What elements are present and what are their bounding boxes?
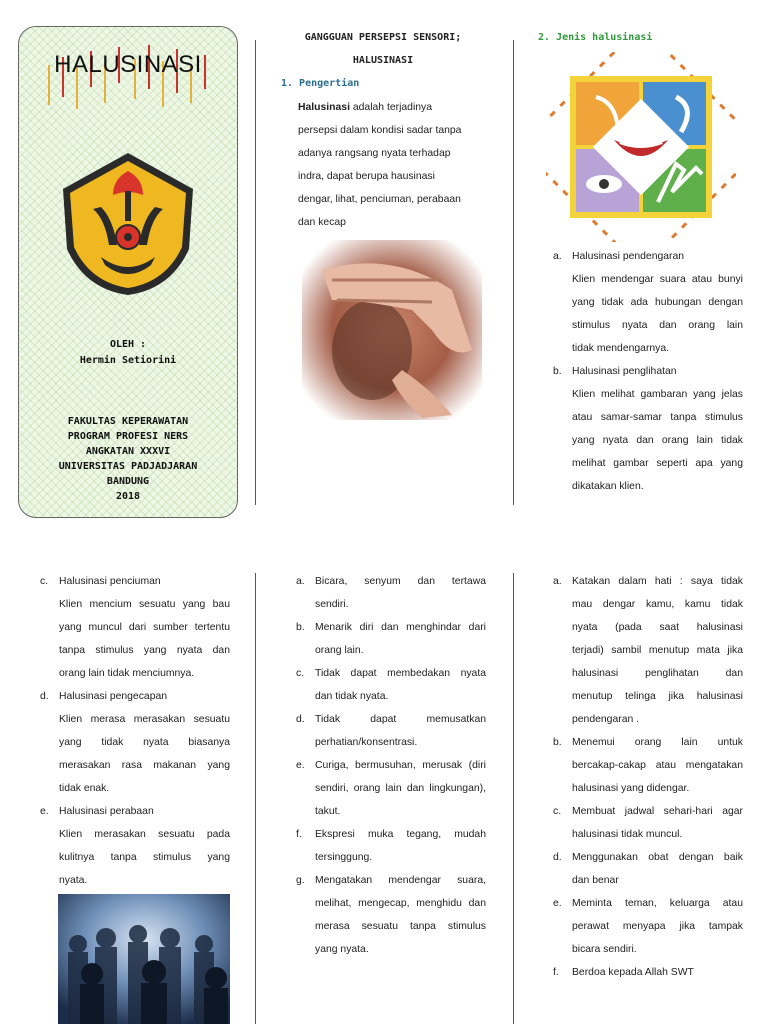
faculty-line: FAKULTAS KEPERAWATAN bbox=[67, 416, 189, 427]
list-item-line: dan tidak nyata. bbox=[315, 691, 389, 702]
list-item-title: Halusinasi penglihatan bbox=[572, 366, 677, 377]
jenis-list-top bbox=[553, 245, 743, 498]
hand-on-face-photo bbox=[302, 240, 482, 420]
list-marker: b. bbox=[296, 622, 305, 633]
list-item-line: Menarik diri dan menghindar dari bbox=[315, 622, 486, 633]
definition-line: adalah terjadinya bbox=[349, 102, 433, 113]
list-item-line: melihat, mengecap, menghidu dan bbox=[315, 898, 486, 909]
definition-line: persepsi dalam kondisi sadar tanpa bbox=[298, 125, 462, 136]
main-heading: GANGGUAN PERSEPSI SENSORI; bbox=[304, 32, 462, 43]
list-item-line: tidak mendengarnya. bbox=[572, 343, 670, 354]
five-senses-illustration bbox=[546, 52, 736, 242]
list-marker: c. bbox=[40, 576, 49, 587]
list-item-line: halusinasi tidak muncul. bbox=[572, 829, 683, 840]
faculty-line: BANDUNG bbox=[106, 476, 150, 487]
list-item-line: yang tidak ada hubungan dengan bbox=[572, 297, 743, 308]
list-item-line: Mengatakan mendengar suara, bbox=[315, 875, 486, 886]
definition-line: dan kecap bbox=[298, 217, 346, 228]
column-divider bbox=[513, 40, 514, 505]
cara-mengontrol-list bbox=[553, 570, 743, 984]
list-item-line: melihat gambar seperti apa yang bbox=[572, 458, 743, 469]
list-item-line: Klien mencium sesuatu yang bau bbox=[59, 599, 230, 610]
list-item-line: Klien mendengar suara atau bunyi bbox=[572, 274, 743, 285]
list-item-line: Ekspresi muka tegang, mudah bbox=[315, 829, 486, 840]
list-item-line: yang tidak nyata biasanya bbox=[59, 737, 230, 748]
list-marker: f. bbox=[296, 829, 302, 840]
list-item-line: yang nyata. bbox=[315, 944, 369, 955]
main-heading: HALUSINASI bbox=[352, 55, 414, 66]
section-title-jenis: 2. Jenis halusinasi bbox=[538, 32, 653, 43]
list-marker: g. bbox=[296, 875, 305, 886]
list-item-line: halusinasi yang didengar. bbox=[572, 783, 690, 794]
list-item-line: terjadi) sambil menutup mata jika bbox=[572, 645, 743, 656]
definition-line: indra, dapat berupa hausinasi bbox=[298, 171, 435, 182]
list-item-line: orang lain. bbox=[315, 645, 364, 656]
list-marker: d. bbox=[40, 691, 49, 702]
list-item-line: Meminta teman, keluarga atau bbox=[572, 898, 743, 909]
list-marker: a. bbox=[553, 576, 562, 587]
list-item-line: sendiri, orang lain dan lingkungan), bbox=[315, 783, 486, 794]
list-item-line: yang muncul dari sumber tertentu bbox=[59, 622, 230, 633]
crowd-photo bbox=[58, 894, 230, 1024]
list-item-line: yang nyata dan orang lain tidak bbox=[572, 435, 743, 446]
list-item-title: Halusinasi pendengaran bbox=[572, 251, 685, 262]
list-marker: c. bbox=[553, 806, 562, 817]
list-item-line: Tidak dapat memusatkan bbox=[315, 714, 486, 725]
list-item-line: orang lain tidak menciumnya. bbox=[59, 668, 195, 679]
list-item-line: perawat menyapa jika tampak bbox=[572, 921, 743, 932]
list-marker: a. bbox=[296, 576, 305, 587]
list-item-line: nyata. bbox=[59, 875, 88, 886]
list-item-title: Halusinasi perabaan bbox=[59, 806, 154, 817]
list-item-line: merasakan rasa makanan yang bbox=[59, 760, 230, 771]
list-item-line: merasa sesuatu tanpa stimulus bbox=[315, 921, 486, 932]
list-item-line: Menggunakan obat dengan baik bbox=[572, 852, 743, 863]
list-item-line: Tidak dapat membedakan nyata bbox=[315, 668, 486, 679]
list-item-line: nyata (pada saat halusinasi bbox=[572, 622, 743, 633]
list-marker: a. bbox=[553, 251, 562, 262]
definition-line: adanya rangsang nyata terhadap bbox=[298, 148, 451, 159]
faculty-line: ANGKATAN XXXVI bbox=[85, 446, 171, 457]
faculty-line: 2018 bbox=[115, 491, 141, 502]
list-item-line: dan benar bbox=[572, 875, 619, 886]
list-item-line: Klien melihat gambaran yang jelas bbox=[572, 389, 743, 400]
list-marker: d. bbox=[296, 714, 305, 725]
list-item-line: menutup telinga jika halusinasi bbox=[572, 691, 743, 702]
list-marker: e. bbox=[40, 806, 49, 817]
list-item-line: tersinggung. bbox=[315, 852, 373, 863]
list-item-line: Bicara, senyum dan tertawa bbox=[315, 576, 486, 587]
faculty-line: PROGRAM PROFESI NERS bbox=[67, 431, 189, 442]
list-item-line: halusinasi penglihatan dan bbox=[572, 668, 743, 679]
list-item-line: atau samar-samar tanpa stimulus bbox=[572, 412, 743, 423]
list-item-line: perhatian/konsentrasi. bbox=[315, 737, 418, 748]
column-divider bbox=[255, 40, 256, 505]
definition-line: dengar, lihat, penciuman, perabaan bbox=[298, 194, 461, 205]
list-item-line: Berdoa kepada Allah SWT bbox=[572, 967, 694, 978]
list-item-line: Menemui orang lain untuk bbox=[572, 737, 743, 748]
university-emblem bbox=[53, 149, 203, 299]
definition-paragraph bbox=[298, 96, 498, 234]
tanda-gejala-list bbox=[296, 570, 486, 961]
list-item-title: Halusinasi penciuman bbox=[59, 576, 161, 587]
definition-term: Halusinasi bbox=[298, 102, 350, 113]
list-item-line: Klien merasakan sesuatu pada bbox=[59, 829, 230, 840]
list-marker: e. bbox=[296, 760, 305, 771]
list-marker: c. bbox=[296, 668, 305, 679]
list-item-line: bicara sendiri. bbox=[572, 944, 637, 955]
list-item-line: Katakan dalam hati : saya tidak bbox=[572, 576, 743, 587]
faculty-line: UNIVERSITAS PADJADJARAN bbox=[58, 461, 198, 472]
list-item-line: takut. bbox=[315, 806, 341, 817]
cover-title: HALUSINASI bbox=[54, 51, 202, 78]
list-item-line: tidak enak. bbox=[59, 783, 110, 794]
list-item-line: Klien merasa merasakan sesuatu bbox=[59, 714, 230, 725]
list-item-line: kulitnya tanpa stimulus yang bbox=[59, 852, 230, 863]
list-item-line: tanpa stimulus yang nyata dan bbox=[59, 645, 230, 656]
list-item-line: mau dengar kamu, kamu tidak bbox=[572, 599, 743, 610]
cover-panel bbox=[18, 26, 238, 518]
list-marker: b. bbox=[553, 737, 562, 748]
list-item-line: Membuat jadwal sehari-hari agar bbox=[572, 806, 743, 817]
list-item-line: pendengaran . bbox=[572, 714, 640, 725]
list-item-title: Halusinasi pengecapan bbox=[59, 691, 168, 702]
column-divider bbox=[513, 573, 514, 1024]
list-item-line: bercakap-cakap atau mengatakan bbox=[572, 760, 743, 771]
list-item-line: Curiga, bermusuhan, merusak (diri bbox=[315, 760, 486, 771]
list-marker: f. bbox=[553, 967, 559, 978]
jenis-list-bottom bbox=[40, 570, 230, 892]
column-divider bbox=[255, 573, 256, 1024]
section-title-pengertian: 1. Pengertian bbox=[281, 78, 360, 89]
list-item-line: dikatakan klien. bbox=[572, 481, 644, 492]
author-label: OLEH : bbox=[109, 339, 147, 350]
list-marker: d. bbox=[553, 852, 562, 863]
list-item-line: stimulus nyata dan orang lain bbox=[572, 320, 743, 331]
list-marker: b. bbox=[553, 366, 562, 377]
list-marker: e. bbox=[553, 898, 562, 909]
list-item-line: sendiri. bbox=[315, 599, 349, 610]
author-name: Hermin Setiorini bbox=[79, 355, 177, 366]
